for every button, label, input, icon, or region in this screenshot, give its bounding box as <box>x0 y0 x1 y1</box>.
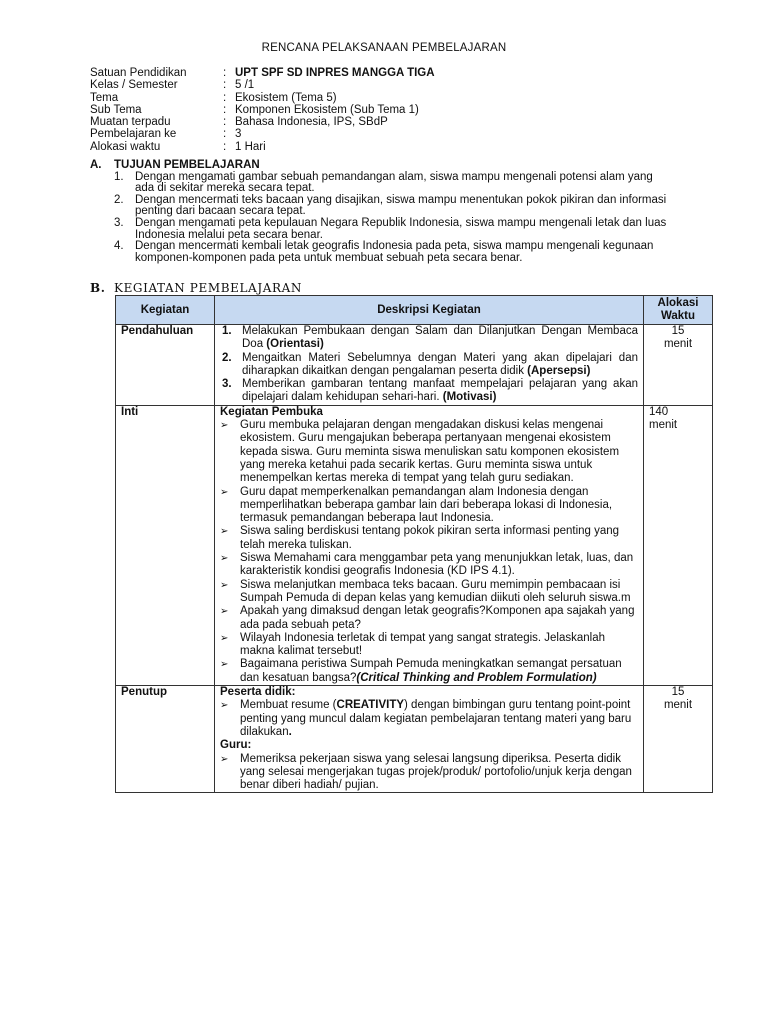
list-item <box>220 632 638 659</box>
arrow-bullet-icon: ➢ <box>220 486 229 498</box>
identity-block <box>90 67 435 153</box>
header-alokasi-line: Waktu <box>660 310 696 322</box>
info-colon: : <box>223 67 227 79</box>
header-alokasi-line: Alokasi <box>657 297 699 309</box>
item-text: Siswa Memahami cara menggambar peta yang menunjukkan letak, luas, dan karakteristik kondisi geografis Indonesia (KD IPS 4.1). <box>240 552 634 578</box>
info-row-subtema <box>90 104 435 116</box>
inti-list <box>220 419 638 685</box>
item-line: Dengan mengamati peta kepulauan Negara Republik Indonesia, siswa mampu mengenali letak dan luas <box>135 216 667 229</box>
info-value: 3 <box>235 128 242 141</box>
row-label: Inti <box>116 405 215 685</box>
section-kegiatan-heading <box>90 281 302 295</box>
info-label: Satuan Pendidikan <box>90 67 187 79</box>
item-number: 2. <box>114 193 124 206</box>
time-value: 15 <box>671 325 685 337</box>
item-text <box>240 699 638 739</box>
arrow-bullet-icon: ➢ <box>220 579 229 591</box>
item-number: 1. <box>114 170 124 183</box>
list-item <box>220 419 638 485</box>
item-line: Dengan mengamati gambar sebuah pemandangan alam, siswa mampu mengenali potensi alam yang <box>135 170 653 183</box>
item-text-part: Melakukan Pembukaan dengan Salam dan Dilanjutkan Dengan Membaca Doa <box>242 325 638 351</box>
info-label: Muatan terpadu <box>90 116 171 129</box>
item-text: Siswa saling berdiskusi tentang pokok pikiran serta informasi penting yang telah mereka tuliskan. <box>240 525 620 551</box>
pendahuluan-list <box>220 325 638 405</box>
time-unit: menit <box>663 699 693 712</box>
item-text: Guru membuka pelajaran dengan mengadakan diskusi kelas mengenai ekosistem. Guru mengajukan beberapa pertanyaan mengenai ekosistem kepada siswa. Guru meminta siswa menuliskan satu komponen ekosistem yang mereka ketahui pada secarik kertas. Guru meminta siswa untuk menempelkan kertas mereka di tempat yang telah guru sediakan. <box>240 419 620 485</box>
info-value: Komponen Ekosistem (Sub Tema 1) <box>235 103 419 116</box>
item-text-part: Memberikan gambaran tentang manfaat mempelajari pelajaran yang akan dipelajari dalam kehidupan sehari-hari. <box>242 378 638 404</box>
info-value: UPT SPF SD INPRES MANGGA TIGA <box>235 67 435 79</box>
row-time <box>644 405 713 685</box>
time-value: 15 <box>671 686 685 699</box>
item-text: Siswa melanjutkan membaca teks bacaan. Guru memimpin pembacaan isi Sumpah Pemuda di depan kelas yang kemudian diikuti oleh seluruh siswa.m <box>240 578 631 604</box>
info-value: Bahasa Indonesia, IPS, SBdP <box>235 116 388 129</box>
arrow-bullet-icon: ➢ <box>220 526 229 538</box>
item-text-part: ) dengan bimbingan guru tentang point-point penting yang muncul dalam kegiatan pembelajaran tentang materi yang baru dilakukan <box>240 699 632 738</box>
arrow-bullet-icon: ➢ <box>220 632 229 644</box>
item-text <box>242 378 638 405</box>
item-number: 3. <box>114 216 124 229</box>
info-row-tema <box>90 92 435 104</box>
list-item <box>114 172 710 195</box>
info-row-pembelajaran <box>90 128 435 140</box>
list-item <box>220 486 638 526</box>
header-alokasi <box>644 296 713 325</box>
item-line: Dengan mencermati teks bacaan yang disajikan, siswa mampu menentukan pokok pikiran dan informasi <box>135 193 667 206</box>
item-keyword: . <box>288 725 292 738</box>
info-colon: : <box>223 103 227 116</box>
arrow-bullet-icon: ➢ <box>220 553 229 565</box>
section-tujuan <box>90 160 710 264</box>
list-item <box>220 552 638 579</box>
header-deskripsi: Deskripsi Kegiatan <box>215 296 644 325</box>
item-text: Wilayah Indonesia terletak di tempat yang sangat strategis. Jelaskanlah makna kalimat tersebut! <box>240 631 606 658</box>
item-keyword: CREATIVITY <box>336 699 405 712</box>
time-unit: menit <box>649 419 678 432</box>
item-text <box>242 352 638 379</box>
info-label: Tema <box>90 91 119 104</box>
list-item <box>220 753 638 793</box>
item-line: penting dari bacaan secara tepat. <box>135 205 306 218</box>
info-row-muatan <box>90 116 435 128</box>
info-colon: : <box>223 140 227 153</box>
row-label: Penutup <box>116 686 215 793</box>
time-value: 140 <box>649 405 669 418</box>
item-keyword: (Orientasi) <box>266 338 324 351</box>
item-text <box>135 195 666 218</box>
item-keyword: (Motivasi) <box>442 391 497 404</box>
row-time <box>644 686 713 793</box>
list-item <box>114 218 710 241</box>
table-row-inti <box>116 405 713 685</box>
list-item <box>220 699 638 739</box>
section-title: KEGIATAN PEMBELAJARAN <box>114 281 303 295</box>
section-letter: B. <box>90 281 106 295</box>
row-description <box>215 405 644 685</box>
item-line: ada di sekitar mereka secara tepat. <box>135 182 315 195</box>
peserta-label: Peserta didik: <box>220 686 296 699</box>
table-row-pendahuluan <box>116 325 713 406</box>
info-label: Kelas / Semester <box>90 79 178 92</box>
item-text <box>242 325 638 352</box>
item-text-part: Membuat resume ( <box>240 699 337 712</box>
list-item <box>114 195 710 218</box>
list-item <box>220 658 638 685</box>
item-keyword: (Apersepsi) <box>527 364 591 377</box>
guru-label: Guru: <box>220 739 252 752</box>
table-row-penutup <box>116 686 713 793</box>
list-item <box>220 579 638 606</box>
info-value: 5 /1 <box>235 79 255 92</box>
info-value: Ekosistem (Tema 5) <box>235 91 337 104</box>
info-row-satuan <box>90 67 435 79</box>
list-item <box>220 378 638 405</box>
arrow-bullet-icon: ➢ <box>220 606 229 618</box>
item-text <box>135 218 666 241</box>
info-colon: : <box>223 79 227 92</box>
row-description <box>215 325 644 406</box>
list-item <box>220 525 638 552</box>
item-text: Guru dapat memperkenalkan pemandangan alam Indonesia dengan memperlihatkan beberapa gambar lain dari beberapa lokasi di Indonesia, termasuk pemandangan beberapa laut Indonesia. <box>240 485 613 525</box>
list-item <box>220 605 638 632</box>
arrow-bullet-icon: ➢ <box>220 659 229 671</box>
time-unit: menit <box>663 338 693 351</box>
item-line: Indonesia melalui peta secara benar. <box>135 228 323 241</box>
item-text <box>135 241 653 264</box>
row-time <box>644 325 713 406</box>
item-line: komponen-komponen pada peta untuk membuat sebuah peta secara benar. <box>135 251 523 264</box>
item-text: Apakah yang dimaksud dengan letak geografis?Komponen apa sajakah yang ada pada sebuah peta? <box>240 605 635 631</box>
table-header-row <box>116 296 713 325</box>
info-colon: : <box>223 116 227 129</box>
inti-subheading: Kegiatan Pembuka <box>220 405 323 418</box>
item-number: 4. <box>114 240 124 253</box>
guru-list <box>220 753 638 793</box>
list-item <box>114 241 710 264</box>
arrow-bullet-icon: ➢ <box>220 700 229 712</box>
list-item <box>220 352 638 379</box>
item-number: 1. <box>222 325 232 337</box>
item-text-part: Mengaitkan Materi Sebelumnya dengan Materi yang akan dipelajari dan diharapkan dikaitkan dengan pengalaman peserta didik <box>242 351 638 377</box>
info-label: Sub Tema <box>90 103 142 116</box>
arrow-bullet-icon: ➢ <box>220 420 229 432</box>
info-colon: : <box>223 91 227 104</box>
arrow-bullet-icon: ➢ <box>220 753 229 765</box>
tujuan-list <box>90 172 710 265</box>
item-keyword: (Critical Thinking and Problem Formulation) <box>356 671 597 684</box>
item-text-part: Bagaimana peristiwa Sumpah Pemuda meningkatkan semangat persatuan dan kesatuan bangsa? <box>240 658 622 684</box>
info-colon: : <box>223 128 227 141</box>
item-text <box>135 172 653 195</box>
item-line: Dengan mencermati kembali letak geografis Indonesia pada peta, siswa mampu mengenali kegunaan <box>135 240 654 253</box>
item-text: Memeriksa pekerjaan siswa yang selesai langsung diperiksa. Peserta didik yang selesai mengerjakan tugas projek/produk/ portofolio/unjuk kerja dengan benar diberi hadiah/ pujian. <box>240 752 632 792</box>
item-number: 3. <box>222 378 232 391</box>
document-title: RENCANA PELAKSANAAN PEMBELAJARAN <box>261 42 507 54</box>
header-kegiatan: Kegiatan <box>116 296 215 325</box>
section-letter: A. <box>90 159 102 171</box>
list-item <box>220 325 638 352</box>
info-label: Alokasi waktu <box>90 140 161 153</box>
row-label: Pendahuluan <box>116 325 215 406</box>
info-value: 1 Hari <box>235 140 266 153</box>
item-text <box>240 658 638 685</box>
item-number: 2. <box>222 351 232 364</box>
info-label: Pembelajaran ke <box>90 128 177 141</box>
row-description <box>215 686 644 793</box>
info-row-alokasi <box>90 141 435 153</box>
section-title: TUJUAN PEMBELAJARAN <box>114 159 260 171</box>
kegiatan-table <box>115 295 713 793</box>
peserta-list <box>220 699 638 739</box>
info-row-kelas <box>90 79 435 91</box>
